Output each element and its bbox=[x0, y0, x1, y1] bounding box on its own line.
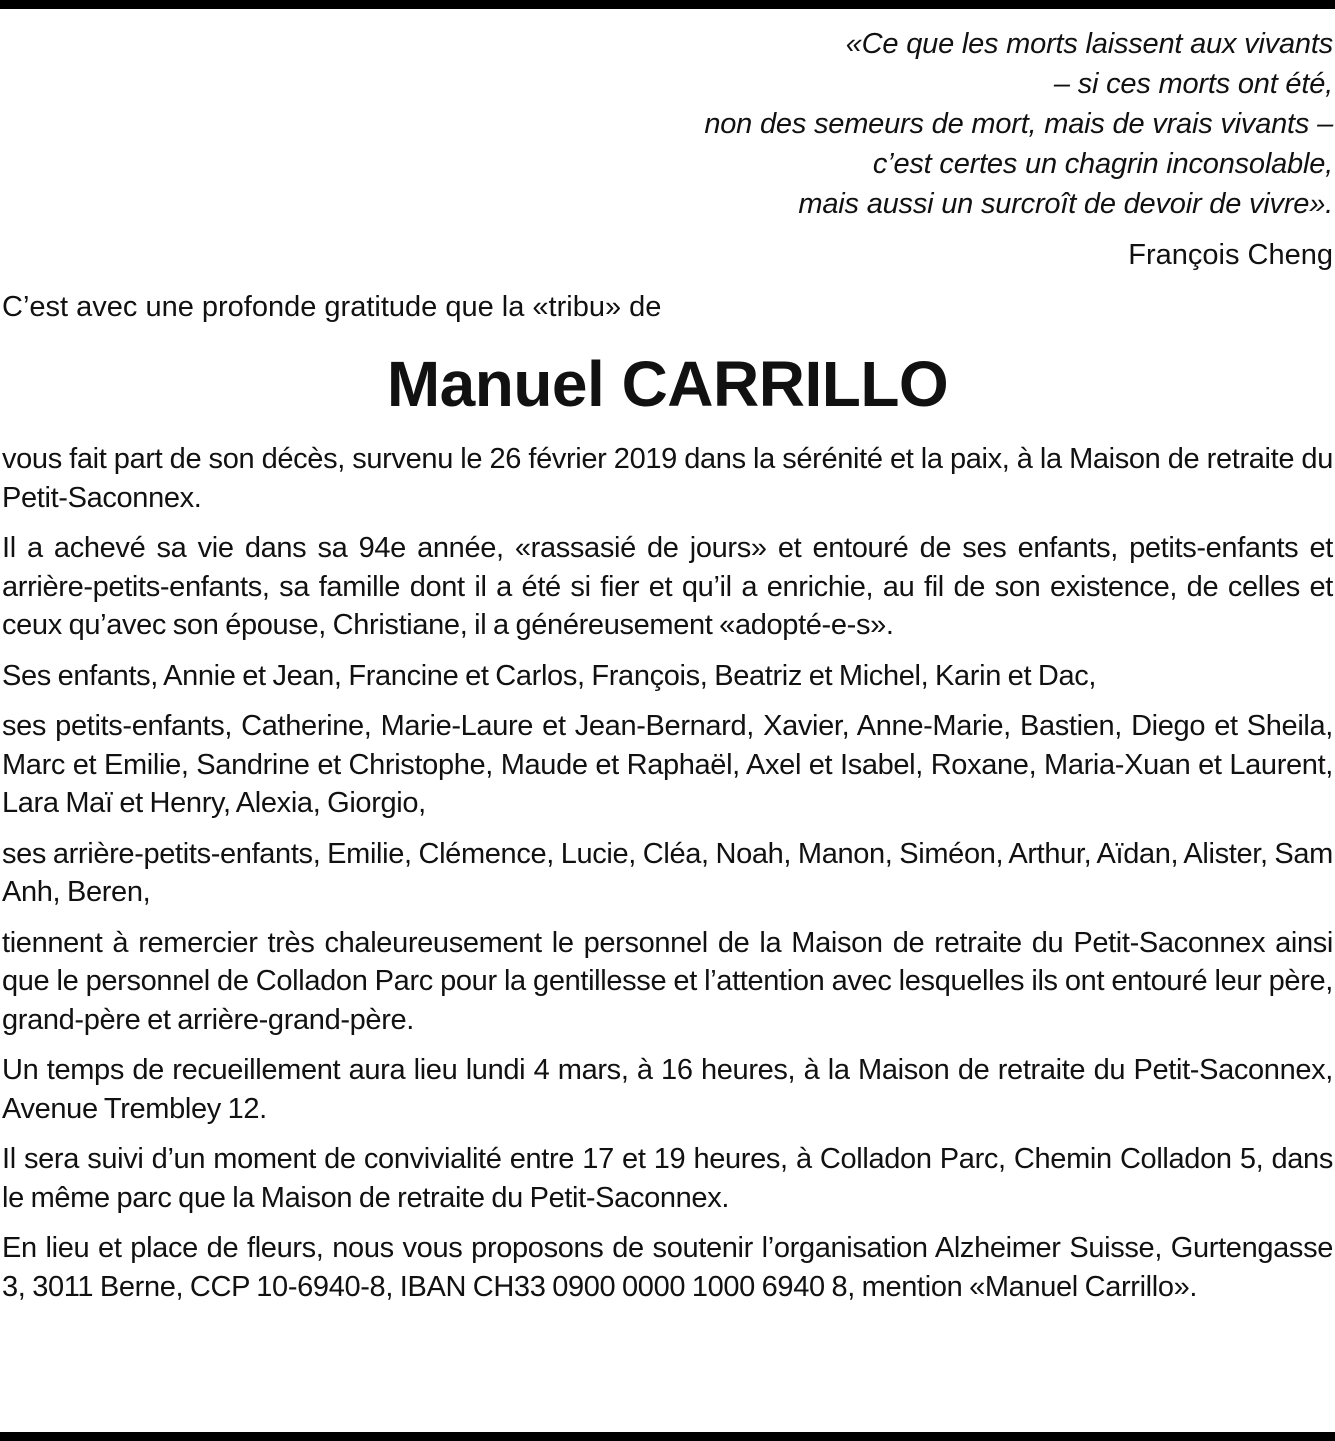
paragraph-death-notice: vous fait part de son décès, survenu le 26 février 2019 dans la sérénité et la paix, à la Maison de retraite du Petit-Saconnex. bbox=[2, 443, 1333, 514]
paragraph-donations: En lieu et place de fleurs, nous vous proposons de soutenir l’organisation Alzheimer Suisse, Gurtengasse 3, 3011 Berne, CCP 10-6940-8, IBAN CH33 0900 0000 1000 6940 8, mention «Manuel Carrillo». bbox=[2, 1232, 1333, 1303]
announcement-intro: C’est avec une profonde gratitude que la «tribu» de bbox=[2, 291, 662, 323]
paragraph-gathering: Il sera suivi d’un moment de convivialité entre 17 et 19 heures, à Colladon Parc, Chemin Colladon 5, dans le même parc que la Maison de retraite du Petit-Saconnex. bbox=[2, 1143, 1333, 1214]
top-border-rule bbox=[0, 0, 1335, 9]
bottom-border-rule bbox=[0, 1432, 1335, 1441]
quote-author: François Cheng bbox=[1128, 239, 1333, 271]
paragraph-ceremony: Un temps de recueillement aura lieu lundi 4 mars, à 16 heures, à la Maison de retraite du Petit-Saconnex, Avenue Trembley 12. bbox=[2, 1054, 1333, 1125]
paragraph-great-grandchildren: ses arrière-petits-enfants, Emilie, Clémence, Lucie, Cléa, Noah, Manon, Siméon, Arthur, Aïdan, Alister, Sam Anh, Beren, bbox=[2, 837, 1333, 908]
quote-line: «Ce que les morts laissent aux vivants bbox=[845, 28, 1333, 60]
deceased-name: Manuel CARRILLO bbox=[386, 348, 949, 420]
quote-line: non des semeurs de mort, mais de vrais vivants – bbox=[704, 108, 1333, 140]
announcement-body bbox=[2, 440, 1333, 1306]
quote-line: – si ces morts ont été, bbox=[1053, 68, 1333, 100]
paragraph-grandchildren: ses petits-enfants, Catherine, Marie-Laure et Jean-Bernard, Xavier, Anne-Marie, Bastien, Diego et Sheila, Marc et Emilie, Sandrine et Christophe, Maude et Raphaël, Axel et Isabel, Roxane, Maria-Xuan et Laurent, Lara Maï et Henry, Alexia, Giorgio, bbox=[2, 710, 1333, 819]
quote-line: mais aussi un surcroît de devoir de vivre». bbox=[798, 188, 1333, 220]
quote-line: c’est certes un chagrin inconsolable, bbox=[872, 148, 1333, 180]
epigraph-quote bbox=[333, 24, 1333, 224]
paragraph-life-summary: Il a achevé sa vie dans sa 94e année, «rassasié de jours» et entouré de ses enfants, petits-enfants et arrière-petits-enfants, sa famille dont il a été si fier et qu’il a enrichie, au fil de son existence, de celles et ceux qu’avec son épouse, Christiane, il a généreusement «adopté-e-s». bbox=[2, 532, 1333, 641]
paragraph-thanks: tiennent à remercier très chaleureusement le personnel de la Maison de retraite du Petit-Saconnex ainsi que le personnel de Colladon Parc pour la gentillesse et l’attention avec lesquelles ils ont entouré leur père, grand-père et arrière-grand-père. bbox=[2, 926, 1333, 1036]
paragraph-children: Ses enfants, Annie et Jean, Francine et Carlos, François, Beatriz et Michel, Karin et Dac, bbox=[2, 659, 1097, 692]
